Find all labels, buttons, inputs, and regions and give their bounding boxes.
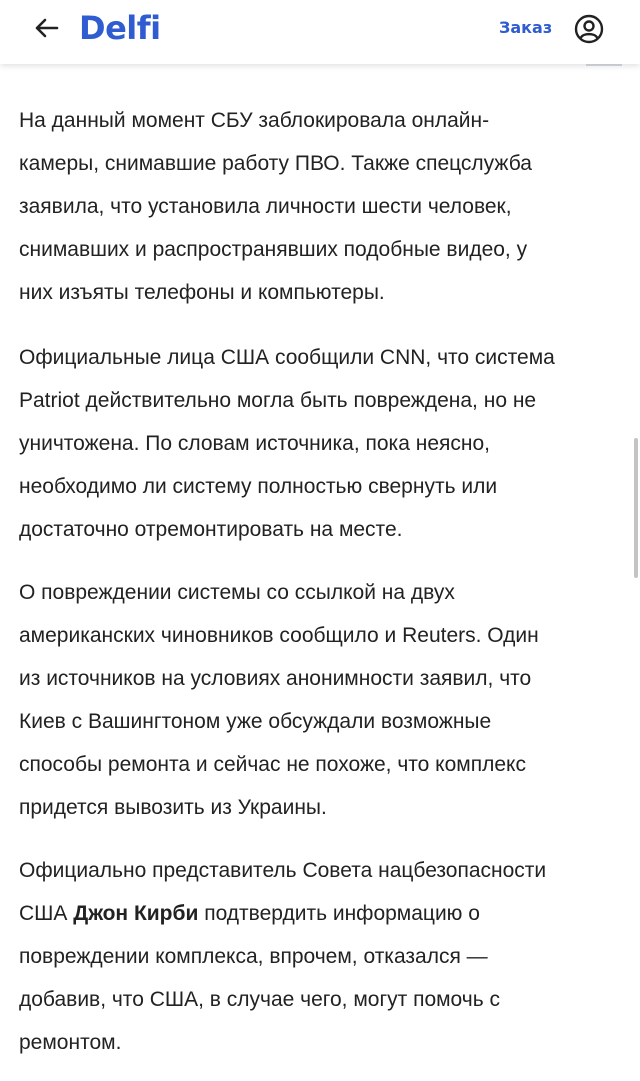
- user-circle-icon: [573, 32, 605, 49]
- article-paragraph-1: На данный момент СБУ заблокировала онлайн- камеры, снимавшие работу ПВО. Также спецслужба заявила, что установила личности шести человек, снимавших и распространявших подобные видео, у них изъяты телефоны и компьютеры.: [19, 109, 532, 304]
- arrow-left-icon: [33, 17, 59, 44]
- article-paragraph-4: [19, 849, 619, 1064]
- delfi-logo[interactable]: Delfi: [79, 9, 161, 47]
- scrollbar-thumb[interactable]: [634, 438, 638, 578]
- article-paragraph-2: Официальные лица США сообщили CNN, что система Patriot действительно могла быть повреждена, но не уничтожена. По словам источника, пока неясно, необходимо ли систему полностью свернуть или достаточно отремонтировать на месте.: [19, 346, 555, 541]
- back-button[interactable]: [30, 16, 62, 44]
- profile-button[interactable]: [573, 13, 605, 45]
- paragraph-4-text-start: Официально представитель Совета нацбезопасности США: [19, 859, 547, 925]
- paragraph-4-text-end: подтвердить информацию о повреждении комплекса, впрочем, отказался — добавив, что США, в случае чего, могут помочь с ремонтом.: [19, 902, 500, 1054]
- order-link[interactable]: Заказ: [499, 18, 553, 37]
- article-paragraph-3: О повреждении системы со ссылкой на двух американских чиновников сообщило и Reuters. Один из источников на условиях анонимности заявил, что Киев с Вашингтоном уже обсуждали возможные способы ремонта и сейчас не похоже, что комплекс придется вывозить из Украины.: [19, 581, 539, 819]
- top-app-bar: [0, 0, 640, 64]
- header-divider: [586, 64, 622, 66]
- person-name-link[interactable]: Джон Кирби: [73, 902, 199, 925]
